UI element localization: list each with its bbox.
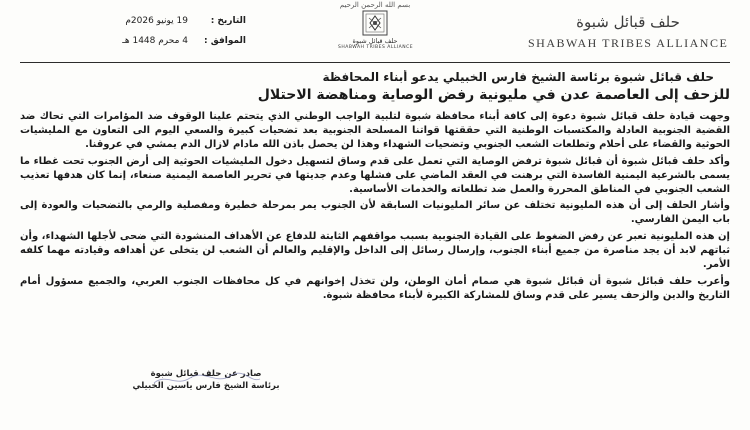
paragraph: وأشار الحلف إلى أن هذه المليونية تختلف عن سائر المليونيات السابقة لأن الجنوب يمر بمرحلة خطيرة ومفصلية والرمي بالتضحيات والعودة إلى باب اليمن الفارسي. — [20, 200, 730, 226]
tribes-emblem — [338, 9, 412, 57]
signature-line-2: برئاسة الشيخ فارس ياسين الخبيلي — [132, 381, 280, 391]
signature-block — [106, 368, 306, 392]
hijri-date-row — [96, 36, 246, 50]
paragraph: وجهت قيادة حلف قبائل شبوة دعوة إلى كافة أبناء محافظة شبوة لتلبية الواجب الوطني الذي يتحتم علينا الوقوف ضد المؤامرات التي تحاك ضد القضية الجنوبية العادلة والمكتسبات الوطنية التي حققتها قواتنا المسلحة الجنوبية بعد تضحيات كبيرة والسعي اليوم الى التعاون مع المليشيات الحوثية والقضاء على أحلام وتطلعات الشعب الجنوبي وتضحيات الشهداء وهذا لن يحصل باذن الله مادام لازال الدم يمشي في عروقنا. — [20, 111, 730, 150]
paragraph: وأعرب حلف قبائل شبوة أن قبائل شبوة هي صمام أمان الوطن، ولن تخذل إخوانهم في كل محافظات الجنوب العربي، والجميع مسؤول أمام التاريخ والدين والزحف يسير على قدم وساق للمشاركة الكبيرة لأبناء محافظة شبوة. — [20, 275, 730, 301]
headline-line-2-text: للزحف إلى العاصمة عدن في مليونية رفض الوصاية ومناهضة الاحتلال — [257, 87, 730, 103]
date-value: 19 يونيو 2026م — [125, 16, 188, 26]
org-name-english: SHABWAH TRIBES ALLIANCE — [528, 36, 729, 50]
letterhead — [0, 0, 750, 64]
header-divider — [20, 62, 730, 63]
paragraph: إن هذه المليونية تعبر عن رفض الضغوط على القيادة الجنوبية بسبب مواقفهم الثابتة للدفاع عن الأهداف المنشودة التي ضحى لأجلها الشهداء، وأن ثباتهم لابد أن يجد مناصرة من جميع أبناء الجنوب، وإرسال رسائل إلى الداخل والإقليم والعالم أن الشعب لن يتخلى عن أهدافه وقيادته مهما كلفه الأمر. — [20, 231, 730, 271]
hijri-label: الموافق : — [204, 36, 246, 46]
headline-line-2 — [20, 87, 730, 103]
date-row — [96, 16, 246, 30]
emblem-icon — [360, 9, 390, 37]
emblem-arabic-label: حلف قبائل شبوة — [352, 37, 398, 45]
signature-line-1: صادر عن حلف قبائل شبوة — [150, 369, 262, 379]
signature-scribble — [146, 371, 266, 389]
basmala: بسم الله الرحمن الرحيم — [339, 1, 411, 9]
statement-body — [20, 110, 730, 306]
hijri-value: 4 محرم 1448 هـ — [122, 36, 188, 46]
headline-line-1: حلف قبائل شبوة برئاسة الشيخ فارس الخبيلي يدعو أبناء المحافظة — [322, 70, 714, 84]
paragraph: وأكد حلف قبائل شبوة أن قبائل شبوة ترفض الوصاية التي تعمل على قدم وساق لتسهيل دخول المليشيات الحوثية إلى أرض الجنوب تحت غطاء ما يسمى بالشرعية اليمنية الفاسدة التي برهنت في العقد الماضي على فشلها وعدم جديتها في تحرير العاصمة اليمنية صنعاء، إنما كان هدفها تعذيب الشعب الجنوبي في المناطق المحررة والعمل ضد تطلعاته والخدمات الأساسية. — [20, 155, 730, 195]
emblem-english-label: SHABWAH TRIBES ALLIANCE — [338, 45, 414, 50]
org-name-arabic: حلف قبائل شبوة — [576, 13, 680, 31]
date-label: التاريخ : — [210, 16, 246, 26]
